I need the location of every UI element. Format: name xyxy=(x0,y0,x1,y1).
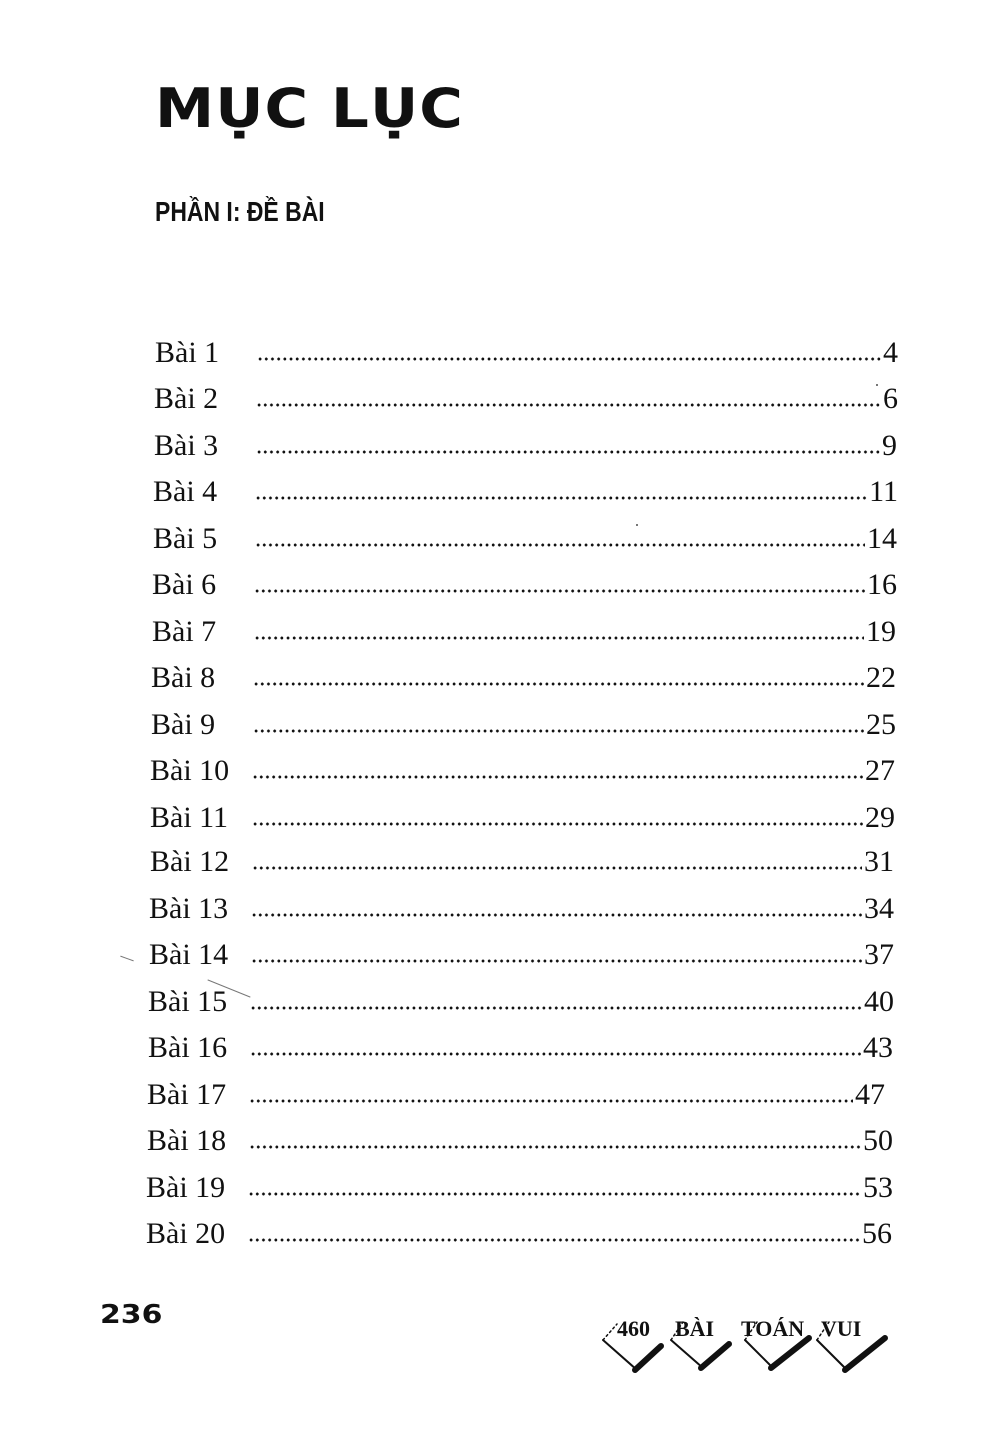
toc-leader-dots xyxy=(252,774,863,780)
toc-entry-page: 37 xyxy=(864,938,894,971)
logo-word: TOÁN xyxy=(741,1316,805,1341)
toc-leader-dots xyxy=(251,912,862,918)
section-heading: PHẦN I: ĐỀ BÀI xyxy=(155,196,325,227)
page-title: MỤC LỤC xyxy=(155,77,464,140)
toc-entry-label: Bài 5 xyxy=(153,522,218,555)
toc-leader-dots xyxy=(255,542,865,548)
toc-entry-label: Bài 20 xyxy=(146,1217,226,1250)
toc-leader-dots xyxy=(256,449,880,455)
toc-leader-dots xyxy=(254,588,865,594)
toc-entry-label: Bài 8 xyxy=(151,661,216,694)
toc-entry[interactable] xyxy=(155,336,898,370)
toc-entry-label: Bài 15 xyxy=(148,985,228,1018)
toc-leader-dots xyxy=(253,728,864,734)
toc-entry[interactable] xyxy=(149,938,894,972)
toc-entry[interactable] xyxy=(151,661,896,695)
toc-leader-dots xyxy=(249,1144,861,1150)
toc-leader-dots xyxy=(255,495,867,501)
toc-leader-dots xyxy=(254,635,864,641)
toc-entry[interactable] xyxy=(149,892,894,926)
toc-entry[interactable] xyxy=(146,1217,892,1251)
toc-entry[interactable] xyxy=(153,522,897,556)
toc-entry-page: 22 xyxy=(866,661,896,694)
toc-entry-page: 9 xyxy=(882,429,897,462)
toc-leader-dots xyxy=(252,865,862,871)
toc-entry[interactable] xyxy=(147,1124,893,1158)
toc-entry[interactable] xyxy=(154,429,897,463)
toc-entry-page: 27 xyxy=(865,754,895,787)
toc-entry-page: 47 xyxy=(855,1078,885,1111)
toc-entry[interactable] xyxy=(152,568,897,602)
toc-entry-page: 43 xyxy=(863,1031,893,1064)
toc-entry-page: 40 xyxy=(864,985,894,1018)
toc-entry-label: Bài 11 xyxy=(150,801,229,834)
toc-entry[interactable] xyxy=(146,1171,893,1205)
toc-entry-label: Bài 7 xyxy=(152,615,217,648)
toc-entry-label: Bài 12 xyxy=(150,845,230,878)
toc-leader-dots xyxy=(257,356,881,362)
book-title-logo xyxy=(595,1298,895,1382)
toc-entry[interactable] xyxy=(148,985,894,1019)
toc-entry-label: Bài 2 xyxy=(154,382,219,415)
toc-entry-label: Bài 6 xyxy=(152,568,217,601)
toc-entry-label: Bài 10 xyxy=(150,754,230,787)
toc-leader-dots xyxy=(253,681,864,687)
scan-speck xyxy=(876,384,878,386)
toc-entry[interactable] xyxy=(152,615,896,649)
toc-entry-page: 16 xyxy=(867,568,897,601)
footer-page-number: 236 xyxy=(100,1300,163,1330)
toc-entry-page: 29 xyxy=(865,801,895,834)
toc-leader-dots xyxy=(251,958,862,964)
toc-entry-label: Bài 14 xyxy=(149,938,229,971)
toc-leader-dots xyxy=(248,1237,860,1243)
toc-entry-page: 53 xyxy=(863,1171,893,1204)
toc-entry-page: 4 xyxy=(883,336,898,369)
toc-leader-dots xyxy=(249,1098,853,1104)
logo-word: BÀI xyxy=(675,1316,715,1341)
toc-leader-dots xyxy=(256,402,881,408)
toc-entry[interactable] xyxy=(153,475,898,509)
toc-entry-label: Bài 19 xyxy=(146,1171,226,1204)
toc-leader-dots xyxy=(252,821,863,827)
toc-leader-dots xyxy=(250,1051,861,1057)
toc-entry[interactable] xyxy=(150,845,894,879)
toc-entry[interactable] xyxy=(150,801,895,835)
toc-entry-label: Bài 4 xyxy=(153,475,218,508)
toc-entry-page: 56 xyxy=(862,1217,892,1250)
logo-word: 460 xyxy=(617,1316,650,1341)
toc-entry[interactable] xyxy=(150,754,895,788)
toc-entry-page: 11 xyxy=(869,475,898,508)
toc-entry-page: 31 xyxy=(864,845,894,878)
toc-leader-dots xyxy=(250,1005,862,1011)
toc-entry-label: Bài 18 xyxy=(147,1124,227,1157)
toc-entry-label: Bài 3 xyxy=(154,429,219,462)
toc-entry-page: 25 xyxy=(866,708,896,741)
logo-word: VUI xyxy=(821,1316,862,1341)
toc-entry-page: 14 xyxy=(867,522,897,555)
toc-entry-page: 50 xyxy=(863,1124,893,1157)
toc-entry[interactable] xyxy=(148,1031,893,1065)
scan-speck xyxy=(636,524,638,526)
toc-entry[interactable] xyxy=(147,1078,885,1112)
toc-entry-page: 34 xyxy=(864,892,894,925)
toc-entry-label: Bài 13 xyxy=(149,892,229,925)
toc-entry[interactable] xyxy=(151,708,896,742)
toc-entry[interactable] xyxy=(154,382,898,416)
toc-leader-dots xyxy=(248,1191,861,1197)
toc-entry-label: Bài 17 xyxy=(147,1078,227,1111)
toc-entry-page: 6 xyxy=(883,382,898,415)
toc-entry-page: 19 xyxy=(866,615,896,648)
toc-entry-label: Bài 1 xyxy=(155,336,220,369)
toc-entry-label: Bài 9 xyxy=(151,708,216,741)
toc-entry-label: Bài 16 xyxy=(148,1031,228,1064)
